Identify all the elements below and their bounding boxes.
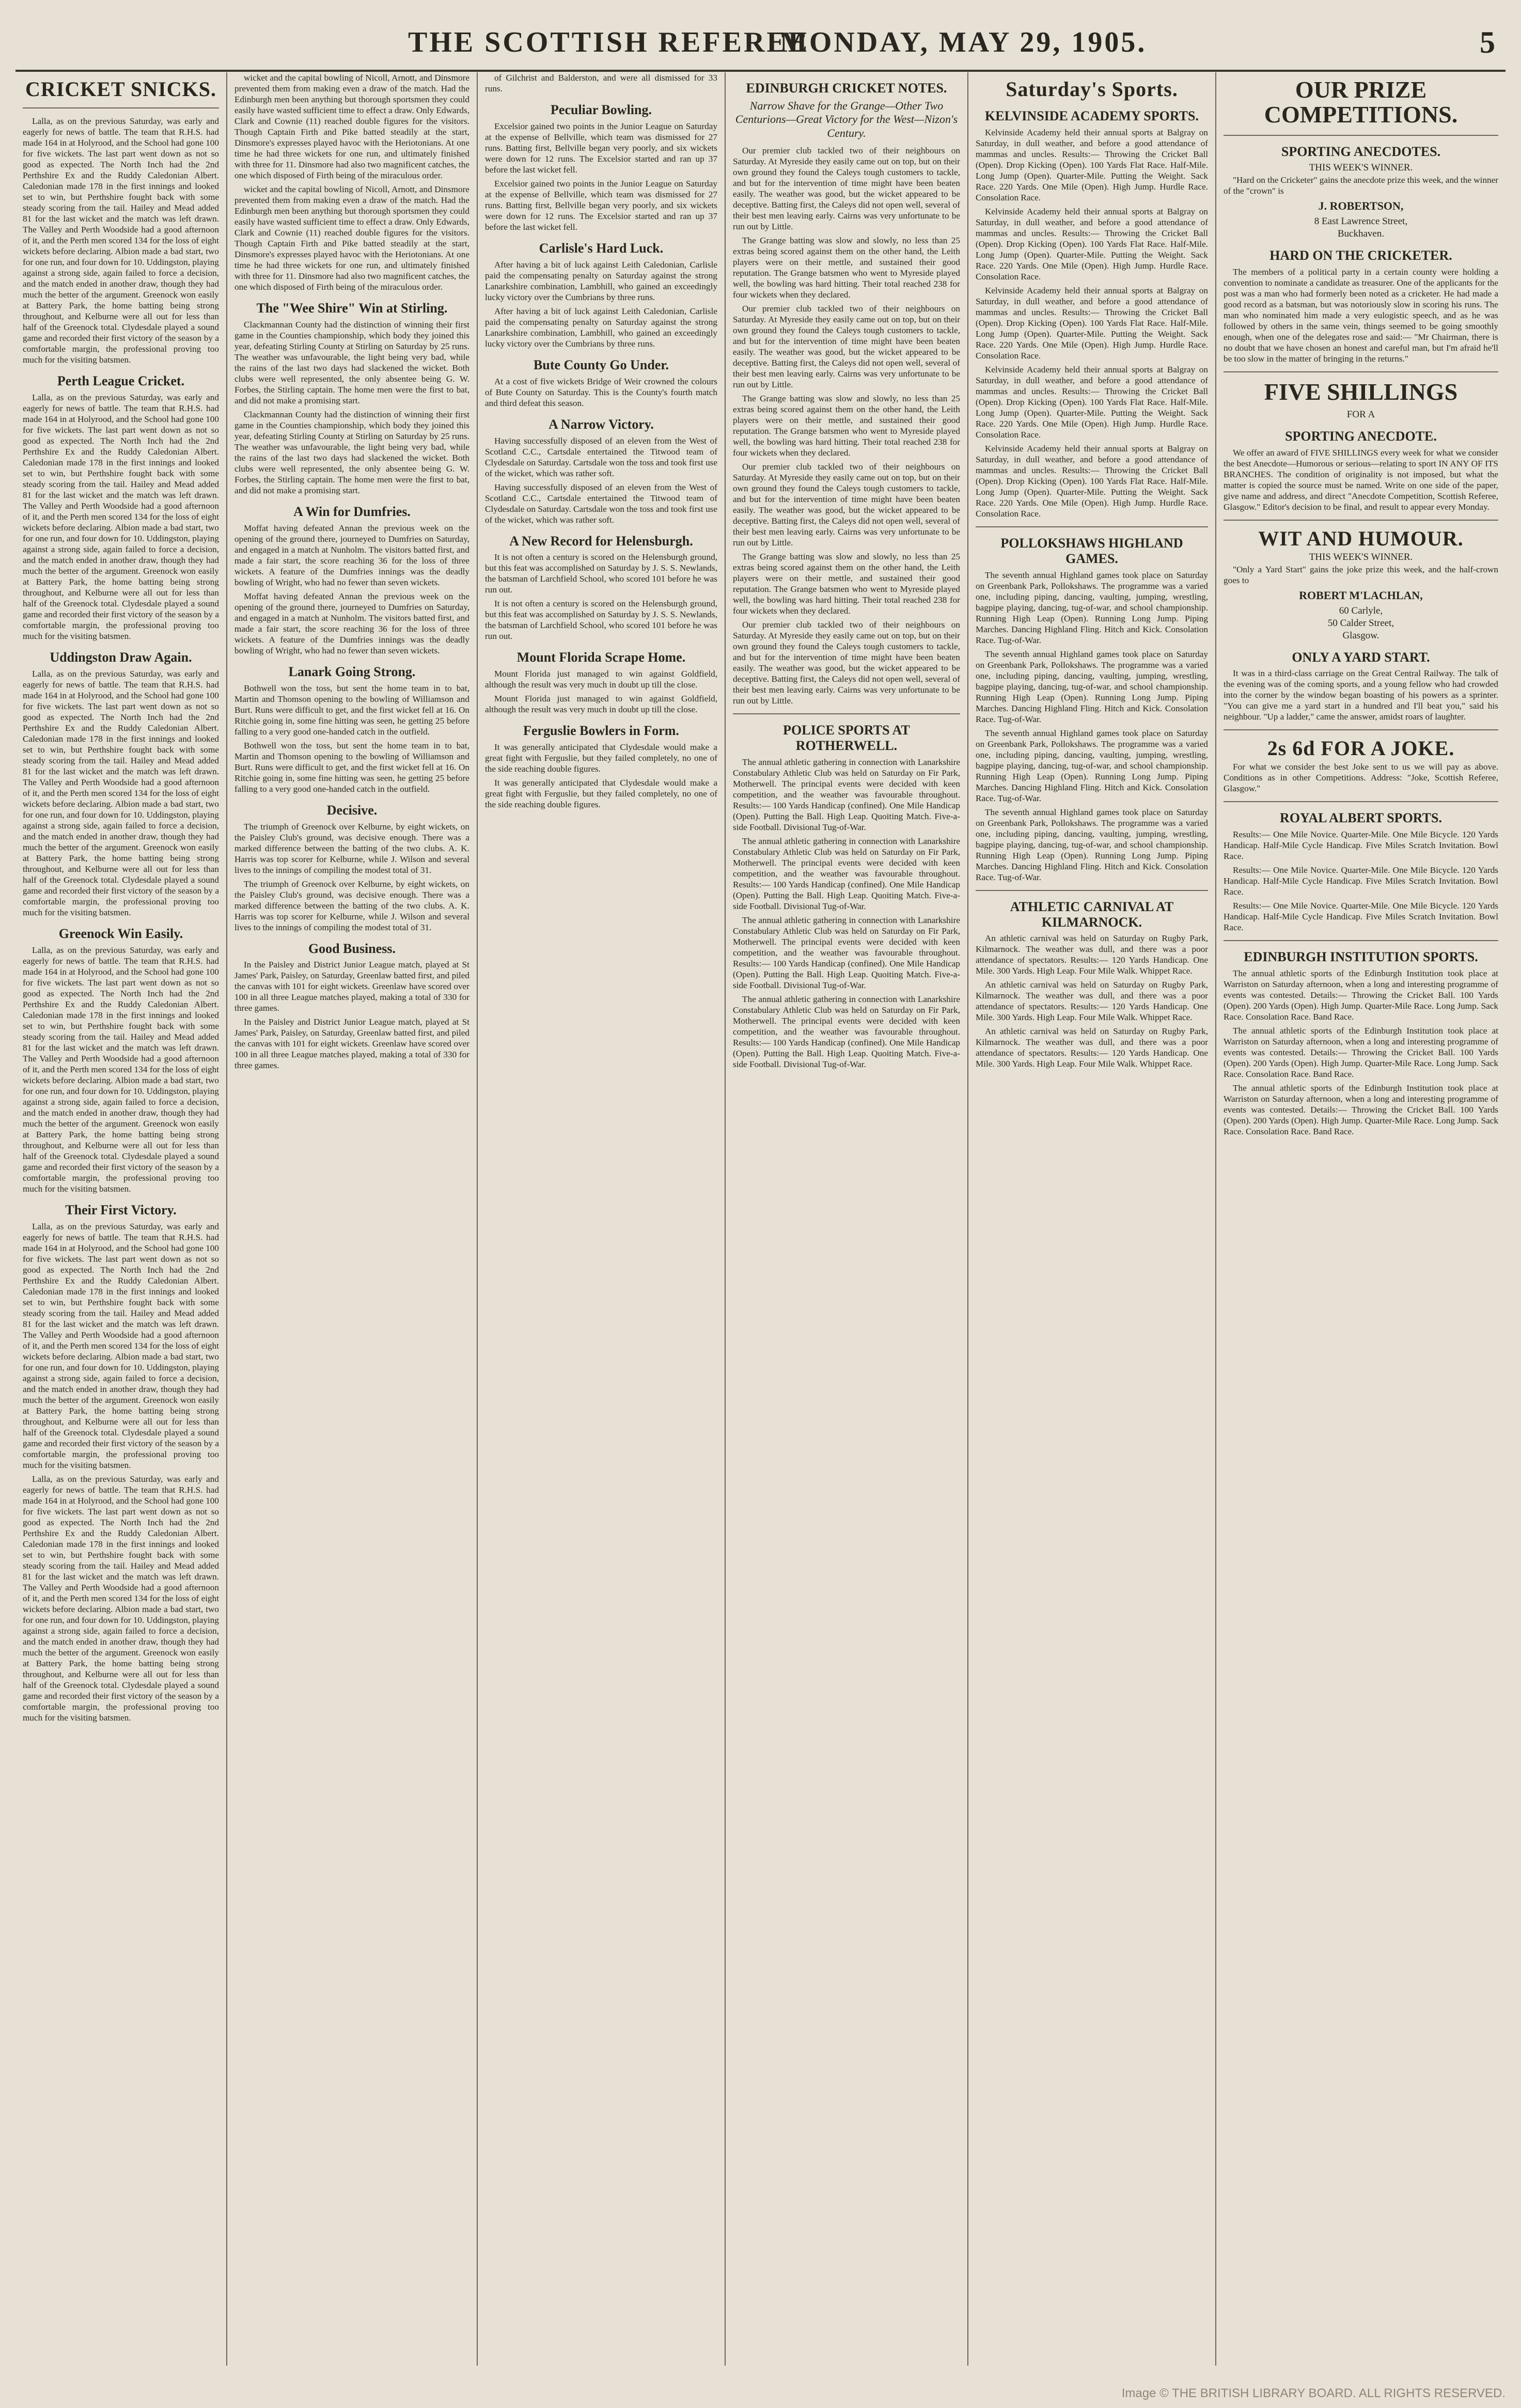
article-heading: ATHLETIC CARNIVAL AT KILMARNOCK. xyxy=(1010,899,1174,930)
divider xyxy=(1224,371,1498,372)
article-body: It is not often a century is scored on the Helensburgh ground, but this feat was accomplished on Saturday by J. S. S. Newlands, the batsman of Larchfield School, who scored 101 before he was run out. xyxy=(485,599,717,642)
article-body: "Hard on the Cricketer" gains the anecdote prize this week, and the winner of the "crown" is xyxy=(1224,175,1498,196)
article-body: Our premier club tackled two of their neighbours on Saturday. At Myreside they easily came out on top, but on their own ground they found the Caleys tough customers to tackle, and but for the intervention of time might have been beaten easily. The weather was good, but the wicket appeared to be deceptive. Batting first, the Caleys did not open well, several of their best men leaving early. Cairns was very unfortunate to be run out by Little. xyxy=(733,146,960,232)
section-heading: WIT AND HUMOUR. xyxy=(1258,526,1464,550)
column-2 xyxy=(227,72,478,2366)
winner-name: J. ROBERTSON, xyxy=(1318,199,1404,213)
article-body: The annual athletic gathering in connection with Lanarkshire Constabulary Athletic Club was held on Saturday on Fir Park, Motherwell. The principal events were decided with keen competition, and the weather was favourable throughout. Results:— 100 Yards Handicap (confined). One Mile Handicap (Open). Putting the Ball. High Leap. Quoiting Match. Five-a-side Football. Divisional Tug-of-War. xyxy=(733,994,960,1069)
article-heading: POLLOKSHAWS HIGHLAND GAMES. xyxy=(1000,535,1183,566)
article-body: Results:— One Mile Novice. Quarter-Mile. One Mile Bicycle. 120 Yards Handicap. Half-Mile Cycle Handicap. Five Miles Scratch Invitation. Bowl Race. xyxy=(1224,830,1498,862)
column-4 xyxy=(726,72,968,2366)
column-3 xyxy=(478,72,726,2366)
section-heading: FIVE SHILLINGS xyxy=(1264,379,1458,405)
page-number: 5 xyxy=(1480,25,1495,59)
column-1 xyxy=(15,72,227,2366)
article-body: Excelsior gained two points in the Junior League on Saturday at the expense of Bellville, which team was dismissed for 27 runs. Batting first, Bellville began very poorly, and six wickets were down for 12 runs. The Excelsior started and ran up 37 before the last wicket fell. xyxy=(485,121,717,175)
article-heading: Greenock Win Easily. xyxy=(58,926,183,941)
section-heading: Saturday's Sports. xyxy=(1006,77,1178,101)
article-body: The members of a political party in a certain county were holding a convention to nominate a candidate as treasurer. One of the applicants for the post was a man who had formerly been noted as a cricketer. He had made a good record as a batsman, but was notoriously slow in scoring his runs. The man who nominated him made a very eulogistic speech, and as he was followed by others in the same vein, things seemed to be going smoothly enough, when one of the delegates rose and said:— "Mr Chairman, there is no doubt that we have chosen an honest and careful man, but I'm afraid he'll be too slow in the matter of bringing in the returns." xyxy=(1224,267,1498,364)
article-heading: A Win for Dumfries. xyxy=(293,504,411,519)
article-heading: ONLY A YARD START. xyxy=(1292,649,1430,665)
section-heading: OUR PRIZE COMPETITIONS. xyxy=(1264,76,1458,128)
divider xyxy=(1224,135,1498,136)
article-heading: Their First Victory. xyxy=(65,1202,177,1217)
article-body: Lalla, as on the previous Saturday, was early and eagerly for news of battle. The team that R.H.S. had made 164 in at Holyrood, and the School had gone 100 for five wickets. The last part went down as not so good as expected. The North Inch had the 2nd Perthshire Ex and the Ruddy Caledonian Albert. Caledonian made 178 in the first innings and looked set to win, but Perthshire fought back with some steady scoring from the tail. Hailey and Mead added 81 for the last wicket and the match was left drawn. The Valley and Perth Woodside had a good afternoon of it, and the Perth men scored 134 for the loss of eight wickets before declaring. Albion made a bad start, two for one run, and four down for 10. Uddingston, playing against a strong side, again failed to force a decision, and the match ended in another draw, though they had much the better of the argument. Greenock won easily at Battery Park, the home batting being strong throughout, and Kelburne were all out for less than half of the Greenock total. Clydesdale played a sound game and recorded their first victory of the season by a comfortable margin, the professional proving too much for the visiting batsmen. xyxy=(23,668,219,917)
article-body: The seventh annual Highland games took place on Saturday on Greenbank Park, Pollokshaws. The programme was a varied one, including piping, dancing, vaulting, jumping, wrestling, bagpipe playing, dancing, tug-of-war, and school championship. Running High Leap (Open). Running Long Jump. Piping Marches. Dancing Highland Fling. Hitch and Kick. Consolation Race. Tug-of-War. xyxy=(976,807,1208,882)
article-body: In the Paisley and District Junior League match, played at St James' Park, Paisley, on Saturday, Greenlaw batted first, and piled the canvas with 101 for eight wickets. Greenlaw have scored over 100 in all three League matches played, making a total of 330 for three games. xyxy=(234,1017,469,1071)
article-heading: Carlisle's Hard Luck. xyxy=(539,240,664,256)
article-body: Lalla, as on the previous Saturday, was early and eagerly for news of battle. The team that R.H.S. had made 164 in at Holyrood, and the School had gone 100 for five wickets. The last part went down as not so good as expected. The North Inch had the 2nd Perthshire Ex and the Ruddy Caledonian Albert. Caledonian made 178 in the first innings and looked set to win, but Perthshire fought back with some steady scoring from the tail. Hailey and Mead added 81 for the last wicket and the match was left drawn. The Valley and Perth Woodside had a good afternoon of it, and the Perth men scored 134 for the loss of eight wickets before declaring. Albion made a bad start, two for one run, and four down for 10. Uddingston, playing against a strong side, again failed to force a decision, and the match ended in another draw, though they had much the better of the argument. Greenock won easily at Battery Park, the home batting being strong throughout, and Kelburne were all out for less than half of the Greenock total. Clydesdale played a sound game and recorded their first victory of the season by a comfortable margin, the professional proving too much for the visiting batsmen. xyxy=(23,945,219,1194)
article-body: Having successfully disposed of an eleven from the West of Scotland C.C., Cartsdale entertained the Titwood team of Clydesdale on Saturday. Cartsdale won the toss and took first use of the wicket, which was rather soft. xyxy=(485,482,717,525)
article-body: of Gilchrist and Balderston, and were all dismissed for 33 runs. xyxy=(485,73,717,93)
article-body: The seventh annual Highland games took place on Saturday on Greenbank Park, Pollokshaws. The programme was a varied one, including piping, dancing, vaulting, jumping, wrestling, bagpipe playing, dancing, tug-of-war, and school championship. Running High Leap (Open). Running Long Jump. Piping Marches. Dancing Highland Fling. Hitch and Kick. Consolation Race. Tug-of-War. xyxy=(976,649,1208,724)
article-body: Our premier club tackled two of their neighbours on Saturday. At Myreside they easily came out on top, but on their own ground they found the Caleys tough customers to tackle, and but for the intervention of time might have been beaten easily. The weather was good, but the wicket appeared to be deceptive. Batting first, the Caleys did not open well, several of their best men leaving early. Cairns was very unfortunate to be run out by Little. xyxy=(733,620,960,706)
article-heading: SPORTING ANECDOTE. xyxy=(1285,428,1437,444)
article-body: Moffat having defeated Annan the previous week on the opening of the ground there, journeyed to Dumfries on Saturday, and engaged in a match at Nunholm. The visitors batted first, and made a fair start, the score reaching 36 for the loss of three wickets. A feature of the Dumfries innings was the deadly bowling of Wright, who had no fewer than seven wickets. xyxy=(234,591,469,655)
article-heading: The "Wee Shire" Win at Stirling. xyxy=(256,301,448,316)
article-body: Kelvinside Academy held their annual sports at Balgray on Saturday, in dull weather, and before a good attendance of mammas and uncles. Results:— Throwing the Cricket Ball (Open). Drop Kicking (Open). 100 Yards Flat Race. Half-Mile. Long Jump (Open). Quarter-Mile. Putting the Weight. Sack Race. 220 Yards. One Mile (Open). High Jump. Hurdle Race. Consolation Race. xyxy=(976,285,1208,361)
divider xyxy=(1224,940,1498,941)
newspaper-title: THE SCOTTISH REFEREE xyxy=(408,26,810,58)
article-body: An athletic carnival was held on Saturday on Rugby Park, Kilmarnock. The weather was dull, and there was a poor attendance of spectators. Results:— 120 Yards Handicap. One Mile. 300 Yards. High Leap. Four Mile Walk. Whippet Race. xyxy=(976,980,1208,1023)
article-body: "Only a Yard Start" gains the joke prize this week, and the half-crown goes to xyxy=(1224,564,1498,585)
article-body: It was generally anticipated that Clydesdale would make a great fight with Ferguslie, but they failed completely, no one of the side reaching double figures. xyxy=(485,742,717,774)
column-6 xyxy=(1216,72,1506,2366)
article-body: It is not often a century is scored on the Helensburgh ground, but this feat was accomplished on Saturday by J. S. S. Newlands, the batsman of Larchfield School, who scored 101 before he was run out. xyxy=(485,552,717,595)
article-body: Lalla, as on the previous Saturday, was early and eagerly for news of battle. The team that R.H.S. had made 164 in at Holyrood, and the School had gone 100 for five wickets. The last part went down as not so good as expected. The North Inch had the 2nd Perthshire Ex and the Ruddy Caledonian Albert. Caledonian made 178 in the first innings and looked set to win, but Perthshire fought back with some steady scoring from the tail. Hailey and Mead added 81 for the last wicket and the match was left drawn. The Valley and Perth Woodside had a good afternoon of it, and the Perth men scored 134 for the loss of eight wickets before declaring. Albion made a bad start, two for one run, and four down for 10. Uddingston, playing against a strong side, again failed to force a decision, and the match ended in another draw, though they had much the better of the argument. Greenock won easily at Battery Park, the home batting being strong throughout, and Kelburne were all out for less than half of the Greenock total. Clydesdale played a sound game and recorded their first victory of the season by a comfortable margin, the professional proving too much for the visiting batsmen. xyxy=(23,116,219,365)
article-heading: HARD ON THE CRICKETER. xyxy=(1269,248,1452,263)
article-body: After having a bit of luck against Leith Caledonian, Carlisle paid the compensating penalty on Saturday against the strong Lanarkshire combination, Lambhill, who gained an exceedingly lucky victory over the Cumbrians by three runs. xyxy=(485,306,717,349)
image-credit: Image © THE BRITISH LIBRARY BOARD. ALL RIGHTS RESERVED. xyxy=(1121,2386,1506,2400)
section-subheading: FOR A xyxy=(1346,409,1375,420)
article-body: wicket and the capital bowling of Nicoll, Arnott, and Dinsmore prevented them from making even a draw of the match. Had the Edinburgh men been anything but thorough sportsmen they could easily have wasted sufficient time to effect a draw. Only Edwards, Clark and Cownie (11) reached double figures for the visitors. Though Captain Firth and Pike batted steadily at the start, Dinsmore's expresses played havoc with the Heriotonians. At one time he had three wickets for one run, and ultimately finished with three for 11. Dinsmore had also two magnificent catches, the one which disposed of Firth being of the miraculous order. xyxy=(234,73,469,180)
article-heading: Perth League Cricket. xyxy=(57,373,185,388)
article-body: The Grange batting was slow and slowly, no less than 25 extras being scored against them on the other hand, the Leith players were on their mettle, and sustained their good reputation. The Grange batsmen who went to Myreside played well, the bowling was hard hitting. Their total reached 238 for four wickets when they declared. xyxy=(733,394,960,458)
winner-address: Buckhaven. xyxy=(1337,228,1385,240)
article-heading: Peculiar Bowling. xyxy=(551,102,652,117)
article-body: In the Paisley and District Junior League match, played at St James' Park, Paisley, on Saturday, Greenlaw batted first, and piled the canvas with 101 for eight wickets. Greenlaw have scored over 100 in all three League matches played, making a total of 330 for three games. xyxy=(234,960,469,1013)
article-heading: Lanark Going Strong. xyxy=(288,664,416,679)
article-heading: Bute County Go Under. xyxy=(534,357,669,372)
article-body: The annual athletic sports of the Edinburgh Institution took place at Warriston on Saturday afternoon, when a long and interesting programme of events was contested. Details:— Throwing the Cricket Ball. 100 Yards (Open). 200 Yards (Open). High Jump. Quarter-Mile Race. Long Jump. Sack Race. Consolation Race. Band Race. xyxy=(1224,968,1498,1022)
divider xyxy=(23,107,219,108)
article-body: Bothwell won the toss, but sent the home team in to bat, Martin and Thomson opening to the bowling of Williamson and Burt. Runs were difficult to get, and the first wicket fell at 16. On Ritchie going in, some fine hitting was seen, he getting 25 before falling to a very good one-handed catch in the outfield. xyxy=(234,683,469,737)
article-heading: Decisive. xyxy=(326,802,378,818)
section-heading: EDINBURGH CRICKET NOTES. xyxy=(746,81,947,96)
article-body: wicket and the capital bowling of Nicoll, Arnott, and Dinsmore prevented them from making even a draw of the match. Had the Edinburgh men been anything but thorough sportsmen they could easily have wasted sufficient time to effect a draw. Only Edwards, Clark and Cownie (11) reached double figures for the visitors. Though Captain Firth and Pike batted steadily at the start, Dinsmore's expresses played havoc with the Heriotonians. At one time he had three wickets for one run, and ultimately finished with three for 11. Dinsmore had also two magnificent catches, the one which disposed of Firth being of the miraculous order. xyxy=(234,184,469,292)
divider xyxy=(733,713,960,714)
article-heading: POLICE SPORTS AT ROTHERWELL. xyxy=(783,723,910,753)
article-heading: EDINBURGH INSTITUTION SPORTS. xyxy=(1244,949,1478,965)
article-body: At a cost of five wickets Bridge of Weir crowned the colours of Bute County on Saturday. This is the County's fourth match and third defeat this season. xyxy=(485,376,717,408)
article-body: The seventh annual Highland games took place on Saturday on Greenbank Park, Pollokshaws. The programme was a varied one, including piping, dancing, vaulting, jumping, wrestling, bagpipe playing, dancing, tug-of-war, and school championship. Running High Leap (Open). Running Long Jump. Piping Marches. Dancing Highland Fling. Hitch and Kick. Consolation Race. Tug-of-War. xyxy=(976,728,1208,803)
article-body: Moffat having defeated Annan the previous week on the opening of the ground there, journeyed to Dumfries on Saturday, and engaged in a match at Nunholm. The visitors batted first, and made a fair start, the score reaching 36 for the loss of three wickets. A feature of the Dumfries innings was the deadly bowling of Wright, who had no fewer than seven wickets. xyxy=(234,523,469,587)
article-body: Lalla, as on the previous Saturday, was early and eagerly for news of battle. The team that R.H.S. had made 164 in at Holyrood, and the School had gone 100 for five wickets. The last part went down as not so good as expected. The North Inch had the 2nd Perthshire Ex and the Ruddy Caledonian Albert. Caledonian made 178 in the first innings and looked set to win, but Perthshire fought back with some steady scoring from the tail. Hailey and Mead added 81 for the last wicket and the match was left drawn. The Valley and Perth Woodside had a good afternoon of it, and the Perth men scored 134 for the loss of eight wickets before declaring. Albion made a bad start, two for one run, and four down for 10. Uddingston, playing against a strong side, again failed to force a decision, and the match ended in another draw, though they had much the better of the argument. Greenock won easily at Battery Park, the home batting being strong throughout, and Kelburne were all out for less than half of the Greenock total. Clydesdale played a sound game and recorded their first victory of the season by a comfortable margin, the professional proving too much for the visiting batsmen. xyxy=(23,1221,219,1470)
article-body: Results:— One Mile Novice. Quarter-Mile. One Mile Bicycle. 120 Yards Handicap. Half-Mile Cycle Handicap. Five Miles Scratch Invitation. Bowl Race. xyxy=(1224,901,1498,933)
article-body: An athletic carnival was held on Saturday on Rugby Park, Kilmarnock. The weather was dull, and there was a poor attendance of spectators. Results:— 120 Yards Handicap. One Mile. 300 Yards. High Leap. Four Mile Walk. Whippet Race. xyxy=(976,933,1208,976)
article-body: An athletic carnival was held on Saturday on Rugby Park, Kilmarnock. The weather was dull, and there was a poor attendance of spectators. Results:— 120 Yards Handicap. One Mile. 300 Yards. High Leap. Four Mile Walk. Whippet Race. xyxy=(976,1026,1208,1069)
article-body: Lalla, as on the previous Saturday, was early and eagerly for news of battle. The team that R.H.S. had made 164 in at Holyrood, and the School had gone 100 for five wickets. The last part went down as not so good as expected. The North Inch had the 2nd Perthshire Ex and the Ruddy Caledonian Albert. Caledonian made 178 in the first innings and looked set to win, but Perthshire fought back with some steady scoring from the tail. Hailey and Mead added 81 for the last wicket and the match was left drawn. The Valley and Perth Woodside had a good afternoon of it, and the Perth men scored 134 for the loss of eight wickets before declaring. Albion made a bad start, two for one run, and four down for 10. Uddingston, playing against a strong side, again failed to force a decision, and the match ended in another draw, though they had much the better of the argument. Greenock won easily at Battery Park, the home batting being strong throughout, and Kelburne were all out for less than half of the Greenock total. Clydesdale played a sound game and recorded their first victory of the season by a comfortable margin, the professional proving too much for the visiting batsmen. xyxy=(23,1474,219,1723)
masthead xyxy=(15,21,1506,72)
article-body: The Grange batting was slow and slowly, no less than 25 extras being scored against them on the other hand, the Leith players were on their mettle, and sustained their good reputation. The Grange batsmen who went to Myreside played well, the bowling was hard hitting. Their total reached 238 for four wickets when they declared. xyxy=(733,552,960,616)
divider xyxy=(1224,520,1498,521)
winner-address: 60 Carlyle, xyxy=(1339,605,1383,616)
article-body: The seventh annual Highland games took place on Saturday on Greenbank Park, Pollokshaws. The programme was a varied one, including piping, dancing, vaulting, jumping, wrestling, bagpipe playing, dancing, tug-of-war, and school championship. Running High Leap (Open). Running Long Jump. Piping Marches. Dancing Highland Fling. Hitch and Kick. Consolation Race. Tug-of-War. xyxy=(976,570,1208,645)
article-body: After having a bit of luck against Leith Caledonian, Carlisle paid the compensating penalty on Saturday against the strong Lanarkshire combination, Lambhill, who gained an exceedingly lucky victory over the Cumbrians by three runs. xyxy=(485,259,717,302)
article-body: For what we consider the best Joke sent to us we will pay as above. Conditions as in other Competitions. Address: "Joke, Scottish Referee, Glasgow." xyxy=(1224,762,1498,794)
article-body: The triumph of Greenock over Kelburne, by eight wickets, on the Paisley Club's ground, was decisive enough. There was a marked difference between the batting of the two clubs. A. K. Harris was top scorer for Kelburne, while J. Wilson and several lives to the innings of compiling the modest total of 31. xyxy=(234,879,469,932)
winner-name: ROBERT M'LACHLAN, xyxy=(1299,588,1423,602)
article-body: It was in a third-class carriage on the Great Central Railway. The talk of the evening was of the coming sports, and a young fellow who had crowded into the corner by the window began boasting of his powers as a sprinter. "You can give me a yard start in a hundred and I'll beat you," said his neighbour. "Up a ladder," came the answer, amidst roars of laughter. xyxy=(1224,668,1498,722)
article-body: Bothwell won the toss, but sent the home team in to bat, Martin and Thomson opening to the bowling of Williamson and Burt. Runs were difficult to get, and the first wicket fell at 16. On Ritchie going in, some fine hitting was seen, he getting 25 before falling to a very good one-handed catch in the outfield. xyxy=(234,740,469,794)
article-body: It was generally anticipated that Clydesdale would make a great fight with Ferguslie, but they failed completely, no one of the side reaching double figures. xyxy=(485,778,717,810)
article-body: Our premier club tackled two of their neighbours on Saturday. At Myreside they easily came out on top, but on their own ground they found the Caleys tough customers to tackle, and but for the intervention of time might have been beaten easily. The weather was good, but the wicket appeared to be deceptive. Batting first, the Caleys did not open well, several of their best men leaving early. Cairns was very unfortunate to be run out by Little. xyxy=(733,462,960,548)
article-body: Mount Florida just managed to win against Goldfield, although the result was very much in doubt up till the close. xyxy=(485,669,717,690)
article-body: Excelsior gained two points in the Junior League on Saturday at the expense of Bellville, which team was dismissed for 27 runs. Batting first, Bellville began very poorly, and six wickets were down for 12 runs. The Excelsior started and ran up 37 before the last wicket fell. xyxy=(485,178,717,232)
divider xyxy=(976,890,1208,891)
article-heading: ROYAL ALBERT SPORTS. xyxy=(1280,810,1442,826)
article-heading: Mount Florida Scrape Home. xyxy=(516,650,686,665)
article-heading: A New Record for Helensburgh. xyxy=(509,533,693,549)
article-heading: Good Business. xyxy=(308,941,396,956)
article-body: The annual athletic gathering in connection with Lanarkshire Constabulary Athletic Club was held on Saturday on Fir Park, Motherwell. The principal events were decided with keen competition, and the weather was favourable throughout. Results:— 100 Yards Handicap (confined). One Mile Handicap (Open). Putting the Ball. High Leap. Quoiting Match. Five-a-side Football. Divisional Tug-of-War. xyxy=(733,757,960,832)
divider xyxy=(1224,801,1498,802)
issue-date: MONDAY, MAY 29, 1905. xyxy=(780,26,1147,58)
section-heading: CRICKET SNICKS. xyxy=(25,77,216,101)
article-heading: Ferguslie Bowlers in Form. xyxy=(523,723,679,739)
article-body: Mount Florida just managed to win against Goldfield, although the result was very much in doubt up till the close. xyxy=(485,694,717,715)
article-subheading: Narrow Shave for the Grange—Other Two Centurions—Great Victory for the West—Nizon's Century. xyxy=(735,99,958,139)
section-heading: 2s 6d FOR A JOKE. xyxy=(1267,737,1455,760)
article-body: Kelvinside Academy held their annual sports at Balgray on Saturday, in dull weather, and before a good attendance of mammas and uncles. Results:— Throwing the Cricket Ball (Open). Drop Kicking (Open). 100 Yards Flat Race. Half-Mile. Long Jump (Open). Quarter-Mile. Putting the Weight. Sack Race. 220 Yards. One Mile (Open). High Jump. Hurdle Race. Consolation Race. xyxy=(976,443,1208,519)
article-body: Kelvinside Academy held their annual sports at Balgray on Saturday, in dull weather, and before a good attendance of mammas and uncles. Results:— Throwing the Cricket Ball (Open). Drop Kicking (Open). 100 Yards Flat Race. Half-Mile. Long Jump (Open). Quarter-Mile. Putting the Weight. Sack Race. 220 Yards. One Mile (Open). High Jump. Hurdle Race. Consolation Race. xyxy=(976,206,1208,282)
winner-label: THIS WEEK'S WINNER. xyxy=(1309,551,1413,562)
article-body: The annual athletic gathering in connection with Lanarkshire Constabulary Athletic Club was held on Saturday on Fir Park, Motherwell. The principal events were decided with keen competition, and the weather was favourable throughout. Results:— 100 Yards Handicap (confined). One Mile Handicap (Open). Putting the Ball. High Leap. Quoiting Match. Five-a-side Football. Divisional Tug-of-War. xyxy=(733,915,960,990)
article-heading: A Narrow Victory. xyxy=(548,416,654,432)
column-5 xyxy=(968,72,1216,2366)
article-body: The triumph of Greenock over Kelburne, by eight wickets, on the Paisley Club's ground, was decisive enough. There was a marked difference between the batting of the two clubs. A. K. Harris was top scorer for Kelburne, while J. Wilson and several lives to the innings of compiling the modest total of 31. xyxy=(234,821,469,875)
article-body: The Grange batting was slow and slowly, no less than 25 extras being scored against them on the other hand, the Leith players were on their mettle, and sustained their good reputation. The Grange batsmen who went to Myreside played well, the bowling was hard hitting. Their total reached 238 for four wickets when they declared. xyxy=(733,236,960,300)
article-heading: KELVINSIDE ACADEMY SPORTS. xyxy=(985,108,1199,123)
article-body: Kelvinside Academy held their annual sports at Balgray on Saturday, in dull weather, and before a good attendance of mammas and uncles. Results:— Throwing the Cricket Ball (Open). Drop Kicking (Open). 100 Yards Flat Race. Half-Mile. Long Jump (Open). Quarter-Mile. Putting the Weight. Sack Race. 220 Yards. One Mile (Open). High Jump. Hurdle Race. Consolation Race. xyxy=(976,364,1208,440)
article-heading: SPORTING ANECDOTES. xyxy=(1281,144,1441,159)
article-body: Results:— One Mile Novice. Quarter-Mile. One Mile Bicycle. 120 Yards Handicap. Half-Mile Cycle Handicap. Five Miles Scratch Invitation. Bowl Race. xyxy=(1224,865,1498,897)
article-body: Having successfully disposed of an eleven from the West of Scotland C.C., Cartsdale entertained the Titwood team of Clydesdale on Saturday. Cartsdale won the toss and took first use of the wicket, which was rather soft. xyxy=(485,435,717,478)
article-heading: Uddingston Draw Again. xyxy=(50,649,192,665)
article-body: Clackmannan County had the distinction of winning their first game in the Counties championship, which body they joined this year, defeating Stirling County at Stirling on Saturday by 25 runs. The weather was unfavourable, the light being very bad, while the rains of the last two days had slackened the wicket. Both clubs were well represented, the only absentee being G. W. Forbes, the Stirling captain. The home men were the first to bat, and did not make a promising start. xyxy=(234,319,469,405)
article-body: The annual athletic gathering in connection with Lanarkshire Constabulary Athletic Club was held on Saturday on Fir Park, Motherwell. The principal events were decided with keen competition, and the weather was favourable throughout. Results:— 100 Yards Handicap (confined). One Mile Handicap (Open). Putting the Ball. High Leap. Quoiting Match. Five-a-side Football. Divisional Tug-of-War. xyxy=(733,836,960,911)
article-body: The annual athletic sports of the Edinburgh Institution took place at Warriston on Saturday afternoon, when a long and interesting programme of events was contested. Details:— Throwing the Cricket Ball. 100 Yards (Open). 200 Yards (Open). High Jump. Quarter-Mile Race. Long Jump. Sack Race. Consolation Race. Band Race. xyxy=(1224,1083,1498,1137)
article-body: Clackmannan County had the distinction of winning their first game in the Counties championship, which body they joined this year, defeating Stirling County at Stirling on Saturday by 25 runs. The weather was unfavourable, the light being very bad, while the rains of the last two days had slackened the wicket. Both clubs were well represented, the only absentee being G. W. Forbes, the Stirling captain. The home men were the first to bat, and did not make a promising start. xyxy=(234,409,469,495)
article-body: The annual athletic sports of the Edinburgh Institution took place at Warriston on Saturday afternoon, when a long and interesting programme of events was contested. Details:— Throwing the Cricket Ball. 100 Yards (Open). 200 Yards (Open). High Jump. Quarter-Mile Race. Long Jump. Sack Race. Consolation Race. Band Race. xyxy=(1224,1026,1498,1080)
article-body: We offer an award of FIVE SHILLINGS every week for what we consider the best Anecdote—Humorous or serious—relating to sport IN ANY OF ITS BRANCHES. The condition of originality is not imposed, but what the matter is copied the source must be named. Write on one side of the paper, give name and address, and direct "Anecdote Competition, Scottish Referee, Glasgow." Editor's decision to be final, and result to appear every Monday. xyxy=(1224,447,1498,512)
article-body: Lalla, as on the previous Saturday, was early and eagerly for news of battle. The team that R.H.S. had made 164 in at Holyrood, and the School had gone 100 for five wickets. The last part went down as not so good as expected. The North Inch had the 2nd Perthshire Ex and the Ruddy Caledonian Albert. Caledonian made 178 in the first innings and looked set to win, but Perthshire fought back with some steady scoring from the tail. Hailey and Mead added 81 for the last wicket and the match was left drawn. The Valley and Perth Woodside had a good afternoon of it, and the Perth men scored 134 for the loss of eight wickets before declaring. Albion made a bad start, two for one run, and four down for 10. Uddingston, playing against a strong side, again failed to force a decision, and the match ended in another draw, though they had much the better of the argument. Greenock won easily at Battery Park, the home batting being strong throughout, and Kelburne were all out for less than half of the Greenock total. Clydesdale played a sound game and recorded their first victory of the season by a comfortable margin, the professional proving too much for the visiting batsmen. xyxy=(23,392,219,641)
divider xyxy=(976,526,1208,527)
winner-address: Glasgow. xyxy=(1342,630,1379,641)
article-body: Our premier club tackled two of their neighbours on Saturday. At Myreside they easily came out on top, but on their own ground they found the Caleys tough customers to tackle, and but for the intervention of time might have been beaten easily. The weather was good, but the wicket appeared to be deceptive. Batting first, the Caleys did not open well, several of their best men leaving early. Cairns was very unfortunate to be run out by Little. xyxy=(733,304,960,390)
winner-address: 50 Calder Street, xyxy=(1327,617,1394,629)
divider xyxy=(1224,729,1498,730)
winner-label: THIS WEEK'S WINNER. xyxy=(1309,162,1413,174)
article-body: Kelvinside Academy held their annual sports at Balgray on Saturday, in dull weather, and before a good attendance of mammas and uncles. Results:— Throwing the Cricket Ball (Open). Drop Kicking (Open). 100 Yards Flat Race. Half-Mile. Long Jump (Open). Quarter-Mile. Putting the Weight. Sack Race. 220 Yards. One Mile (Open). High Jump. Hurdle Race. Consolation Race. xyxy=(976,127,1208,202)
winner-address: 8 East Lawrence Street, xyxy=(1314,216,1408,227)
